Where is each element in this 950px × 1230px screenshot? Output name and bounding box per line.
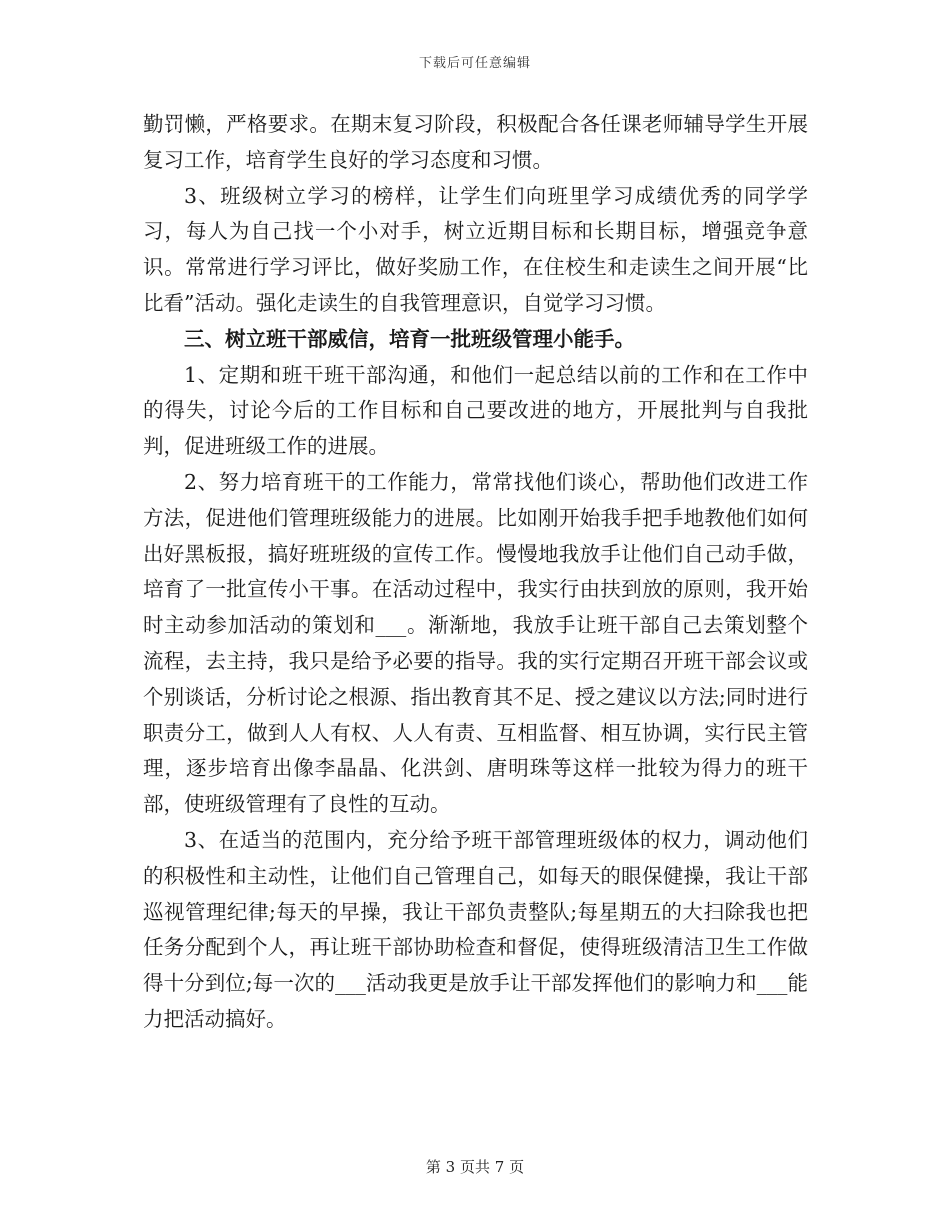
page-header: 下载后可任意编辑 [418, 56, 531, 71]
paragraph-3: 1、定期和班干班干部沟通，和他们一起总结以前的工作和在工作中的得失，讨论今后的工作目标和自己要改进的地方，开展批判与自我批判，促进班级工作的进展。 [143, 362, 808, 459]
paragraph-2: 3、班级树立学习的榜样，让学生们向班里学习成绩优秀的同学学习，每人为自己找一个小对手，树立近期目标和长期目标，增强竞争意识。常常进行学习评比，做好奖励工作，在住校生和走读生之间开展“比比看”活动。强化走读生的自我管理意识，自觉学习习惯。 [143, 183, 808, 315]
section-heading: 三、树立班干部威信，培育一批班级管理小能手。 [184, 326, 635, 351]
paragraph-4: 2、努力培育班干的工作能力，常常找他们谈心，帮助他们改进工作方法，促进他们管理班级能力的进展。比如刚开始我手把手地教他们如何出好黑板报，搞好班班级的宣传工作。慢慢地我放手让他们自己动手做，培育了一批宣传小干事。在活动过程中，我实行由扶到放的原则，我开始时主动参加活动的策划和___。渐渐地，我放手让班干部自己去策划整个流程，去主持，我只是给予必要的指导。我的实行定期召开班干部会议或个别谈话，分析讨论之根源、指出教育其不足、授之建议以方法;同时进行职责分工，做到人人有权、人人有责、互相监督、相互协调，实行民主管理，逐步培育出像李晶晶、化洪剑、唐明珠等这样一批较为得力的班干部，使班级管理有了良性的互动。 [143, 469, 808, 817]
document-body [143, 107, 808, 1038]
paragraph-5: 3、在适当的范围内，充分给予班干部管理班级体的权力，调动他们的积极性和主动性，让他们自己管理自己，如每天的眼保健操，我让干部巡视管理纪律;每天的早操，我让干部负责整队;每星期五的大扫除我也把任务分配到个人，再让班干部协助检查和督促，使得班级清洁卫生工作做得十分到位;每一次的___活动我更是放手让干部发挥他们的影响力和___能力把活动搞好。 [143, 827, 808, 1031]
paragraph-1: 勤罚懒，严格要求。在期末复习阶段，积极配合各任课老师辅导学生开展复习工作，培育学生良好的学习态度和习惯。 [143, 112, 808, 172]
page-number: 第 3 页共 7 页 [425, 1158, 525, 1176]
